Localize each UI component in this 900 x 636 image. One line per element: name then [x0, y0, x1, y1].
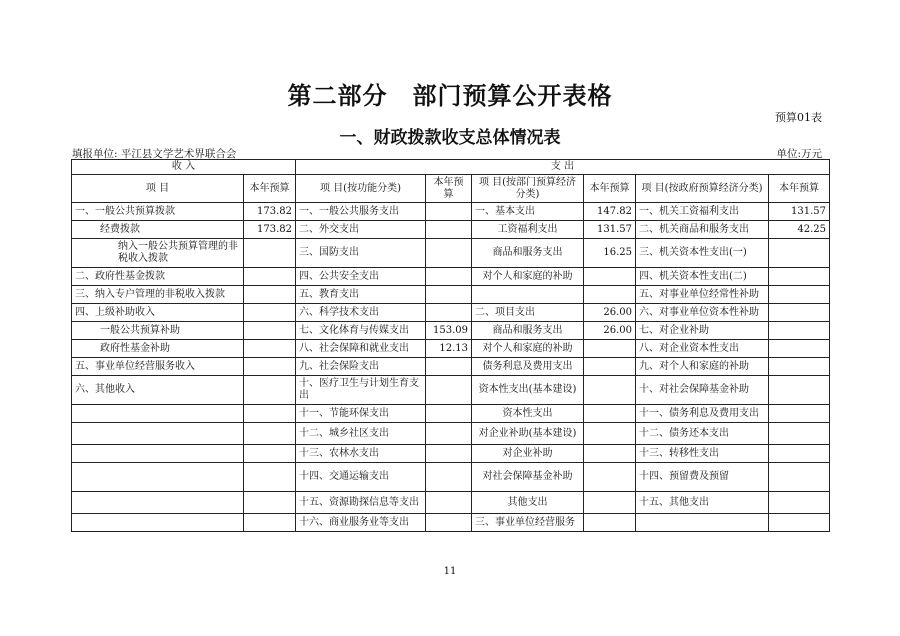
expense-header: 支 出: [296, 160, 830, 175]
income-amount-cell: [244, 423, 296, 445]
currency-unit: 单位:万元: [776, 148, 822, 160]
func-item-cell: 三、国防支出: [296, 239, 426, 268]
dept-amount-cell: [584, 376, 636, 405]
gov-item-cell: 三、机关资本性支出(一): [636, 239, 769, 268]
dept-amount-cell: [584, 405, 636, 423]
func-amount-cell: [426, 203, 472, 221]
gov-amount-cell: [769, 445, 830, 463]
table-row: [72, 322, 830, 340]
header-row-1: [72, 160, 830, 175]
func-item-cell: 一、一般公共服务支出: [296, 203, 426, 221]
table-row: [72, 239, 830, 268]
income-item-cell: [72, 445, 244, 463]
func-amount-cell: [426, 445, 472, 463]
income-amount-cell: 173.82: [244, 203, 296, 221]
gov-item-cell: 八、对企业资本性支出: [636, 340, 769, 358]
func-item-cell: 八、社会保障和就业支出: [296, 340, 426, 358]
income-amount-cell: [244, 514, 296, 532]
income-item-cell: 二、政府性基金拨款: [72, 268, 244, 286]
dept-amount-cell: [584, 268, 636, 286]
income-amount-cell: [244, 376, 296, 405]
dept-item-cell: 资本性支出(基本建设): [472, 376, 584, 405]
dept-amount-cell: 26.00: [584, 304, 636, 322]
func-item-cell: 六、科学技术支出: [296, 304, 426, 322]
func-item-cell: 十三、农林水支出: [296, 445, 426, 463]
page-title: 第二部分 部门预算公开表格: [287, 82, 613, 110]
dept-item-cell: 其他支出: [472, 492, 584, 514]
dept-amount-cell: [584, 514, 636, 532]
income-amount-header: 本年预算: [244, 175, 296, 203]
unit-row: [72, 146, 822, 159]
income-item-cell: [72, 405, 244, 423]
dept-amount-cell: [584, 340, 636, 358]
budget-table: [71, 159, 830, 532]
table-row: [72, 304, 830, 322]
income-item-cell: 三、纳入专户管理的非税收入拨款: [72, 286, 244, 304]
table-row: [72, 514, 830, 532]
gov-item-cell: 七、对企业补助: [636, 322, 769, 340]
income-item-header: 项 目: [72, 175, 244, 203]
table-row: [72, 286, 830, 304]
func-item-cell: 五、教育支出: [296, 286, 426, 304]
table-row: [72, 221, 830, 239]
dept-amount-cell: [584, 492, 636, 514]
income-header: 收 入: [72, 160, 296, 175]
func-item-cell: 七、文化体育与传媒支出: [296, 322, 426, 340]
income-item-cell: [72, 492, 244, 514]
dept-item-cell: 对企业补助: [472, 445, 584, 463]
gov-item-cell: 四、机关资本性支出(二): [636, 268, 769, 286]
gov-item-cell: 十三、转移性支出: [636, 445, 769, 463]
gov-amount-header: 本年预算: [769, 175, 830, 203]
func-amount-cell: [426, 463, 472, 492]
dept-item-cell: 商品和服务支出: [472, 322, 584, 340]
func-item-cell: 四、公共安全支出: [296, 268, 426, 286]
table-row: [72, 463, 830, 492]
func-item-cell: 九、社会保险支出: [296, 358, 426, 376]
income-amount-cell: [244, 405, 296, 423]
func-amount-cell: [426, 358, 472, 376]
dept-amount-header: 本年预算: [584, 175, 636, 203]
gov-amount-cell: [769, 340, 830, 358]
gov-item-cell: 十、对社会保障基金补助: [636, 376, 769, 405]
dept-item-cell: 商品和服务支出: [472, 239, 584, 268]
gov-amount-cell: [769, 239, 830, 268]
table-row: [72, 268, 830, 286]
func-amount-cell: [426, 492, 472, 514]
dept-item-header: 项 目(按部门预算经济分类): [472, 175, 584, 203]
func-amount-cell: [426, 304, 472, 322]
gov-item-cell: 一、机关工资福利支出: [636, 203, 769, 221]
table-row: [72, 445, 830, 463]
income-item-cell: 政府性基金补助: [72, 340, 244, 358]
dept-item-cell: 二、项目支出: [472, 304, 584, 322]
func-amount-cell: [426, 514, 472, 532]
table-row: [72, 340, 830, 358]
dept-item-cell: 三、事业单位经营服务: [472, 514, 584, 532]
table-row: [72, 405, 830, 423]
func-amount-header: 本年预算: [426, 175, 472, 203]
gov-amount-cell: [769, 304, 830, 322]
gov-amount-cell: [769, 463, 830, 492]
gov-amount-cell: [769, 514, 830, 532]
income-item-cell: [72, 463, 244, 492]
income-amount-cell: [244, 358, 296, 376]
table-row: [72, 376, 830, 405]
gov-item-cell: 二、机关商品和服务支出: [636, 221, 769, 239]
gov-item-cell: 十一、债务利息及费用支出: [636, 405, 769, 423]
table-title: 一、财政拨款收支总体情况表: [339, 128, 561, 148]
gov-amount-cell: [769, 286, 830, 304]
dept-item-cell: 对企业补助(基本建设): [472, 423, 584, 445]
dept-item-cell: [472, 286, 584, 304]
dept-amount-cell: 147.82: [584, 203, 636, 221]
gov-item-header: 项 目(按政府预算经济分类): [636, 175, 769, 203]
table-row: [72, 423, 830, 445]
gov-item-cell: [636, 514, 769, 532]
table-row: [72, 358, 830, 376]
income-item-cell: 五、事业单位经营服务收入: [72, 358, 244, 376]
func-amount-cell: [426, 405, 472, 423]
income-item-cell: [72, 514, 244, 532]
func-amount-cell: [426, 376, 472, 405]
dept-item-cell: 一、基本支出: [472, 203, 584, 221]
gov-item-cell: 五、对事业单位经常性补助: [636, 286, 769, 304]
func-item-cell: 十五、资源勘探信息等支出: [296, 492, 426, 514]
income-item-cell: 纳入一般公共预算管理的非税收入拨款: [72, 239, 244, 268]
table-row: [72, 203, 830, 221]
gov-amount-cell: [769, 376, 830, 405]
income-amount-cell: [244, 463, 296, 492]
income-item-cell: 一、一般公共预算拨款: [72, 203, 244, 221]
dept-amount-cell: [584, 463, 636, 492]
income-amount-cell: [244, 286, 296, 304]
income-item-cell: 经费拨款: [72, 221, 244, 239]
income-item-cell: [72, 423, 244, 445]
func-item-cell: 十二、城乡社区支出: [296, 423, 426, 445]
func-amount-cell: 12.13: [426, 340, 472, 358]
form-id: 预算01表: [775, 111, 822, 124]
income-amount-cell: [244, 445, 296, 463]
dept-item-cell: 资本性支出: [472, 405, 584, 423]
gov-amount-cell: [769, 492, 830, 514]
gov-amount-cell: [769, 405, 830, 423]
income-amount-cell: [244, 239, 296, 268]
func-item-header: 项 目(按功能分类): [296, 175, 426, 203]
income-amount-cell: [244, 304, 296, 322]
func-amount-cell: [426, 221, 472, 239]
dept-item-cell: 对个人和家庭的补助: [472, 268, 584, 286]
dept-amount-cell: 26.00: [584, 322, 636, 340]
gov-item-cell: 九、对个人和家庭的补助: [636, 358, 769, 376]
dept-amount-cell: 16.25: [584, 239, 636, 268]
gov-amount-cell: [769, 423, 830, 445]
income-amount-cell: [244, 340, 296, 358]
func-amount-cell: 153.09: [426, 322, 472, 340]
dept-amount-cell: [584, 445, 636, 463]
gov-amount-cell: [769, 268, 830, 286]
func-item-cell: 二、外交支出: [296, 221, 426, 239]
filler-unit: 填报单位: 平江县文学艺术界联合会: [72, 148, 237, 160]
gov-item-cell: 十四、预留费及预留: [636, 463, 769, 492]
gov-amount-cell: [769, 322, 830, 340]
dept-amount-cell: 131.57: [584, 221, 636, 239]
dept-item-cell: 对社会保障基金补助: [472, 463, 584, 492]
dept-amount-cell: [584, 286, 636, 304]
func-item-cell: 十六、商业服务业等支出: [296, 514, 426, 532]
dept-item-cell: 对个人和家庭的补助: [472, 340, 584, 358]
gov-amount-cell: [769, 358, 830, 376]
func-item-cell: 十、医疗卫生与计划生育支出: [296, 376, 426, 405]
dept-amount-cell: [584, 358, 636, 376]
gov-item-cell: 十五、其他支出: [636, 492, 769, 514]
header-row-2: [72, 175, 830, 203]
income-item-cell: 六、其他收入: [72, 376, 244, 405]
page-number: 11: [443, 566, 457, 577]
gov-amount-cell: 131.57: [769, 203, 830, 221]
func-amount-cell: [426, 423, 472, 445]
func-amount-cell: [426, 239, 472, 268]
dept-item-cell: 债务利息及费用支出: [472, 358, 584, 376]
dept-amount-cell: [584, 423, 636, 445]
gov-item-cell: 十二、债务还本支出: [636, 423, 769, 445]
income-amount-cell: [244, 268, 296, 286]
income-item-cell: 四、上级补助收入: [72, 304, 244, 322]
gov-item-cell: 六、对事业单位资本性补助: [636, 304, 769, 322]
table-row: [72, 492, 830, 514]
income-item-cell: 一般公共预算补助: [72, 322, 244, 340]
income-amount-cell: 173.82: [244, 221, 296, 239]
func-item-cell: 十四、交通运输支出: [296, 463, 426, 492]
dept-item-cell: 工资福利支出: [472, 221, 584, 239]
gov-amount-cell: 42.25: [769, 221, 830, 239]
income-amount-cell: [244, 492, 296, 514]
income-amount-cell: [244, 322, 296, 340]
func-amount-cell: [426, 286, 472, 304]
func-amount-cell: [426, 268, 472, 286]
func-item-cell: 十一、节能环保支出: [296, 405, 426, 423]
